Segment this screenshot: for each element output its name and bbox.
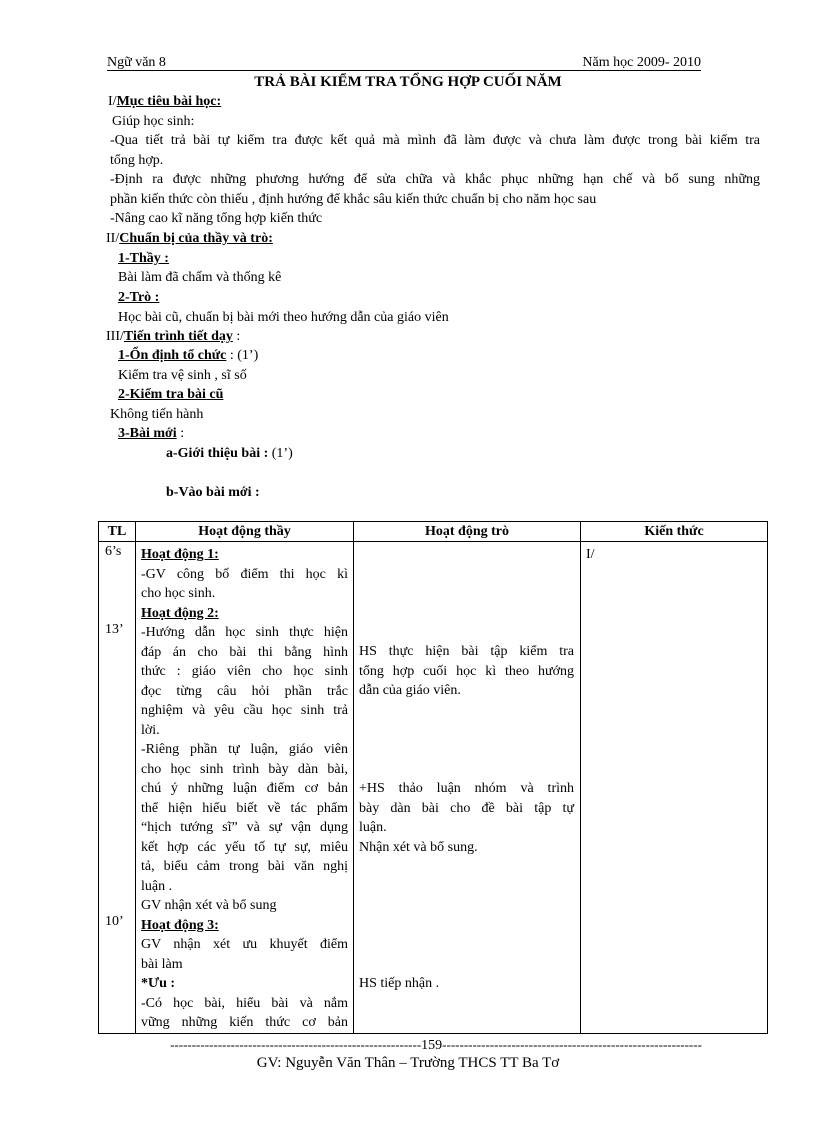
col-header-time: TL <box>99 522 136 542</box>
col-header-teacher: Hoạt động thầy <box>136 522 354 542</box>
student-activity-2-line: bày dàn bài cho đề bài tập tự <box>359 800 574 816</box>
step2-label: 2-Kiểm tra bài cũ <box>118 387 224 402</box>
activity-2-line: -Hướng dẫn học sinh thực hiện <box>141 625 348 640</box>
activity-2-note: GV nhận xét và bổ sung <box>141 898 277 913</box>
page-number: 159 <box>421 1038 443 1053</box>
step1-text: Kiểm tra vệ sinh , sĩ số <box>118 368 247 383</box>
table-header-row <box>99 522 768 542</box>
student-prep-label: 2-Trò : <box>118 290 160 305</box>
activity-2-line: “hịch tướng sĩ” và sự vận dụng <box>141 820 348 835</box>
knowledge-column <box>581 542 768 1034</box>
activity-3-title: Hoạt động 3: <box>141 917 219 933</box>
footer-divider <box>131 1037 741 1053</box>
merit-line: vững những kiến thức cơ bản <box>141 1015 348 1030</box>
activity-2-line: kết hợp các yếu tố tự sự, miêu <box>141 839 348 855</box>
time-activity-2: 13’ <box>105 622 124 637</box>
step1 <box>118 347 258 365</box>
header-rule <box>107 70 701 71</box>
student-prep-text: Học bài cũ, chuẩn bị bài mới theo hướng dẫn của giáo viên <box>118 310 449 325</box>
knowledge-item-1: I/ <box>586 547 595 562</box>
activity-2-line: lời. <box>141 722 160 738</box>
step3a-label: a-Giới thiệu bài : <box>166 446 269 461</box>
student-activity-1-line: tổng hợp cuối học kì theo hướng <box>359 663 574 679</box>
activity-2-line: đáp án cho bài thi bằng hình <box>141 644 348 660</box>
section2-title: Chuẩn bị của thầy và trò: <box>119 231 273 246</box>
activity-2-line: đọc từng câu hỏi phần trắc <box>141 683 348 699</box>
section1-objectives <box>110 131 760 229</box>
header-school-year: Năm học 2009- 2010 <box>582 55 701 70</box>
time-activity-1: 6’s <box>105 544 122 559</box>
objective-3: -Nâng cao kĩ năng tổng hợp kiến thức <box>110 211 323 227</box>
objective-1-line-1: -Qua tiết trả bài tự kiểm tra được kết quả mà mình đã làm được và chưa làm được trong bài kiểm tra <box>110 133 760 148</box>
step1-label: 1-Ổn định tổ chức <box>118 348 227 363</box>
activity-1-line: -GV công bố điểm thi học kì <box>141 566 348 582</box>
activity-2-title: Hoạt động 2: <box>141 605 219 621</box>
section2-heading <box>106 230 273 248</box>
step3a-time: (1’) <box>271 446 293 461</box>
step1-time: : (1’) <box>229 348 259 363</box>
student-activities <box>354 542 581 1034</box>
student-activity-1 <box>359 642 574 701</box>
activity-1-line: cho học sinh. <box>141 586 216 601</box>
footer-dashes-right: ------------------------------------------------------------ <box>442 1037 702 1052</box>
activity-2-line: luận . <box>141 878 173 894</box>
col-header-student: Hoạt động trò <box>354 522 581 542</box>
student-activity-2-line: +HS thảo luận nhóm và trình <box>359 781 574 796</box>
header-subject: Ngữ văn 8 <box>107 55 166 70</box>
activity-3-line: bài làm <box>141 956 183 972</box>
merit-label: *Ưu : <box>141 976 176 991</box>
student-activity-3: HS tiếp nhận . <box>359 976 440 991</box>
section1-title: Mục tiêu bài học: <box>116 94 222 109</box>
student-activity-1-line: HS thực hiện bài tập kiểm tra <box>359 644 574 659</box>
section3-number: III/ <box>106 329 124 344</box>
lesson-activities-table <box>98 521 768 1034</box>
step3 <box>118 425 184 443</box>
section3-suffix: : <box>236 329 241 344</box>
step3-suffix: : <box>180 426 185 441</box>
section3-title: Tiến trình tiết dạy <box>123 329 233 344</box>
step3-label: 3-Bài mới <box>118 426 177 441</box>
student-activity-2-line: luận. <box>359 820 387 835</box>
activity-2-line: thể hiện hiểu biết về tác phẩm <box>141 800 348 816</box>
section2-number: II/ <box>106 231 120 246</box>
teacher-prep-label: 1-Thầy : <box>118 251 169 266</box>
student-activity-2 <box>359 779 574 857</box>
footer-author: GV: Nguyễn Văn Thân – Trường THCS TT Ba Tơ <box>256 1055 560 1071</box>
activity-2-line: nghiệm và yêu cầu học sinh trả <box>141 703 348 718</box>
col-header-knowledge: Kiến thức <box>581 522 768 542</box>
step3a <box>166 445 293 463</box>
page-title: TRẢ BÀI KIỂM TRA TỔNG HỢP CUỐI NĂM <box>254 74 562 90</box>
section1-heading <box>108 93 221 111</box>
activity-2-line: -Riêng phần tự luận, giáo viên <box>141 742 348 757</box>
section1-number: I/ <box>108 94 117 109</box>
teacher-activities <box>136 542 354 1034</box>
activity-1-title: Hoạt động 1: <box>141 547 219 562</box>
activity-3-line: GV nhận xét ưu khuyết điểm <box>141 937 348 952</box>
objective-1-line-2: tổng hợp. <box>110 152 164 168</box>
merit-line: -Có học bài, hiểu bài và nắm <box>141 995 348 1011</box>
step2-text: Không tiến hành <box>110 407 204 422</box>
teacher-prep-text: Bài làm đã chấm và thống kê <box>118 270 282 285</box>
student-activity-1-line: dẫn của giáo viên. <box>359 683 461 698</box>
section1-intro: Giúp học sinh: <box>112 114 195 129</box>
activity-2-line: chú ý những luận điểm cơ bản <box>141 781 348 796</box>
section3-heading <box>106 328 240 346</box>
objective-2-line-2: phần kiến thức còn thiếu , định hướng để khắc sâu kiến thức chuẩn bị cho năm học sau <box>110 191 597 207</box>
activity-2-line: tả, biểu cảm trong bài văn nghị <box>141 859 348 874</box>
table-row <box>99 542 768 1034</box>
footer-dashes-left: ---------------------------------------------------------- <box>170 1037 422 1052</box>
student-activity-2-note: Nhận xét và bổ sung. <box>359 839 478 855</box>
step3b-label: b-Vào bài mới : <box>166 485 260 500</box>
time-column <box>99 542 136 1034</box>
objective-2-line-1: -Định ra được những phương hướng để sửa chữa và khắc phục những hạn chế và bổ sung những <box>110 172 760 188</box>
activity-2-line: cho học sinh trình bày dàn bài, <box>141 761 348 777</box>
time-activity-3: 10’ <box>105 914 124 929</box>
activity-2-line: thức : giáo viên cho học sinh <box>141 664 348 679</box>
